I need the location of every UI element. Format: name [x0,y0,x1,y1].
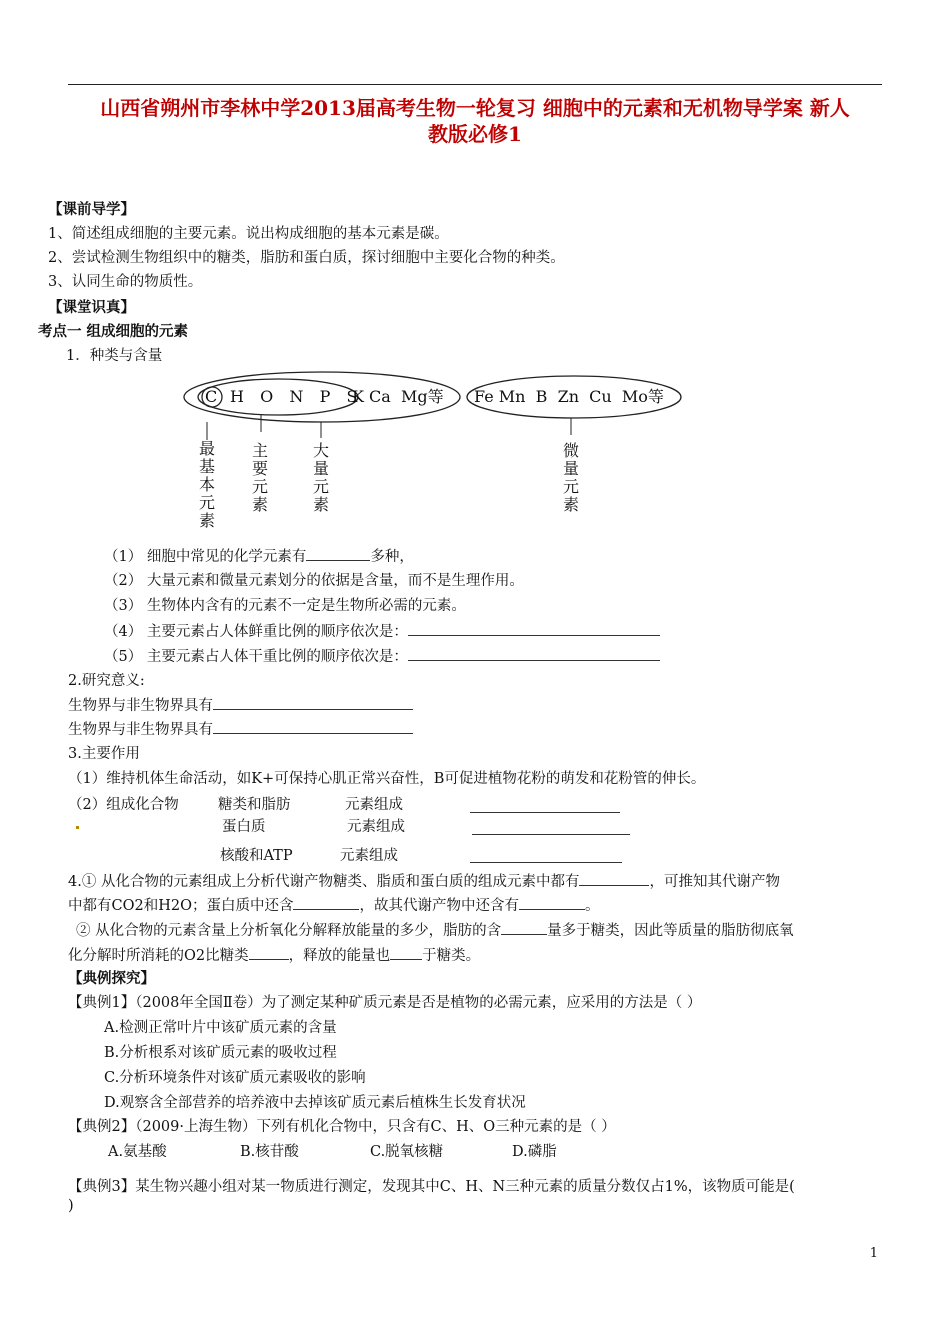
micro-elements-text: Fe Mn B Zn Cu Mo等 [474,387,664,406]
label-micro-element: 微量元素 [563,441,580,514]
example-2-option-a[interactable]: A.氨基酸 [108,1144,167,1160]
elem-comp-label-2: 元素组成 [347,819,405,835]
sec2-a-blank[interactable] [213,695,413,710]
example-3-question-line-1: 【典例3】某生物兴趣小组对某一物质进行测定，发现其中C、H、N三种元素的质量分数仅占1%，该物质可能是( [68,1179,795,1195]
label-basic-element: 最基本元素 [199,439,216,530]
doc-title-line2: 教版必修1 [428,122,522,146]
doc-title-line1: 山西省朔州市李林中学2013届高考生物一轮复习 细胞中的元素和无机物导学案 新人 [100,96,850,120]
section-4-line-1: 4.① 从化合物的元素组成上分析代谢产物糖类、脂质和蛋白质的组成元素中都有 ，可推知其代谢产物 [68,871,780,892]
compound-nucleic-atp: 核酸和ATP [220,848,293,864]
question-4: （4） 主要元素占人体鲜重比例的顺序依次是： [104,621,660,642]
label-main-element: 主要元素 [252,441,269,514]
q1-blank[interactable] [306,546,370,561]
sec4-blank-6[interactable] [390,945,422,960]
section-3-item-2: （2）组成化合物 [68,797,179,813]
section-2-line-a: 生物界与非生物界具有 [68,695,413,716]
preview-item-2: 2、尝试检测生物组织中的糖类，脂肪和蛋白质，探讨细胞中主要化合物的种类。 [48,250,565,266]
example-2-option-c[interactable]: C.脱氧核糖 [370,1144,444,1160]
label-macro-element: 大量元素 [313,441,330,514]
element-c-text: C [205,387,218,406]
example-3-question-line-2: ) [68,1198,74,1214]
example-1-option-b[interactable]: B.分析根系对该矿质元素的吸收过程 [104,1045,337,1061]
preview-item-3: 3、认同生命的物质性。 [48,274,203,290]
macro-extra-text: K Ca Mg等 [352,387,444,406]
example-2-question: 【典例2】（2009·上海生物）下列有机化合物中，只含有C、H、O三种元素的是（ ） [68,1119,616,1135]
example-1-option-d[interactable]: D.观察含全部营养的培养液中去掉该矿质元素后植株生长发育状况 [104,1095,526,1111]
section-4-line-3: ② 从化合物的元素含量上分析氧化分解释放能量的多少，脂肪的含 量多于糖类，因此等质量的脂肪彻底氧 [76,920,794,941]
compound-sugar-fat: 糖类和脂肪 [218,797,291,813]
section-3-item-1: （1）维持机体生命活动，如K+可保持心肌正常兴奋性，B可促进植物花粉的萌发和花粉管的伸长。 [68,771,706,787]
question-1: （1） 细胞中常见的化学元素有 多种， [104,546,414,567]
sec4-blank-5[interactable] [249,945,289,960]
q5-blank[interactable] [408,646,660,661]
compound-protein: 蛋白质 [222,819,266,835]
classroom-heading: 【课堂识真】 [48,299,135,316]
sec4-blank-4[interactable] [501,920,547,935]
question-5: （5） 主要元素占人体干重比例的顺序依次是： [104,646,660,667]
example-1-option-a[interactable]: A.检测正常叶片中该矿质元素的含量 [104,1020,337,1036]
header-rule [68,84,882,85]
elem-comp-blank-3[interactable] [470,862,622,863]
main-elements-text: H O N P S [230,387,360,406]
example-2-option-d[interactable]: D.磷脂 [512,1144,557,1160]
sec4-blank-1[interactable] [579,871,649,886]
page-number: 1 [869,1246,878,1261]
kaodian-title: 考点一 组成细胞的元素 [38,323,189,340]
section-4-line-4: 化分解时所消耗的O2比糖类 ，释放的能量也 于糖类。 [68,945,480,966]
sec4-blank-3[interactable] [519,895,585,910]
preview-item-1: 1、简述组成细胞的主要元素。说出构成细胞的基本元素是碳。 [48,226,449,242]
elem-comp-blank-2[interactable] [472,834,630,835]
element-diagram [180,370,700,535]
sec2-b-blank[interactable] [213,719,413,734]
section-2-line-b: 生物界与非生物界具有 [68,719,413,740]
elem-comp-blank-1[interactable] [470,812,620,813]
question-2: （2） 大量元素和微量元素划分的依据是含量，而不是生理作用。 [104,573,524,589]
q4-blank[interactable] [408,621,660,636]
example-1-question: 【典例1】（2008年全国Ⅱ卷）为了测定某种矿质元素是否是植物的必需元素，应采用的方法是（ ） [68,995,702,1011]
elem-comp-label-1: 元素组成 [345,797,403,813]
section-2-title: 2.研究意义: [68,673,145,689]
example-2-option-b[interactable]: B.核苷酸 [240,1144,299,1160]
stray-dot [76,826,79,829]
section-1-title: 1．种类与含量 [66,348,163,364]
example-1-option-c[interactable]: C.分析环境条件对该矿质元素吸收的影响 [104,1070,366,1086]
elem-comp-label-3: 元素组成 [340,848,398,864]
section-3-title: 3.主要作用 [68,746,140,762]
question-3: （3） 生物体内含有的元素不一定是生物所必需的元素。 [104,598,466,614]
examples-heading: 【典例探究】 [68,970,155,987]
sec4-blank-2[interactable] [293,895,359,910]
preview-heading: 【课前导学】 [48,201,135,218]
section-4-line-2: 中都有CO2和H2O；蛋白质中还含 ，故其代谢产物中还含有 。 [68,895,599,916]
